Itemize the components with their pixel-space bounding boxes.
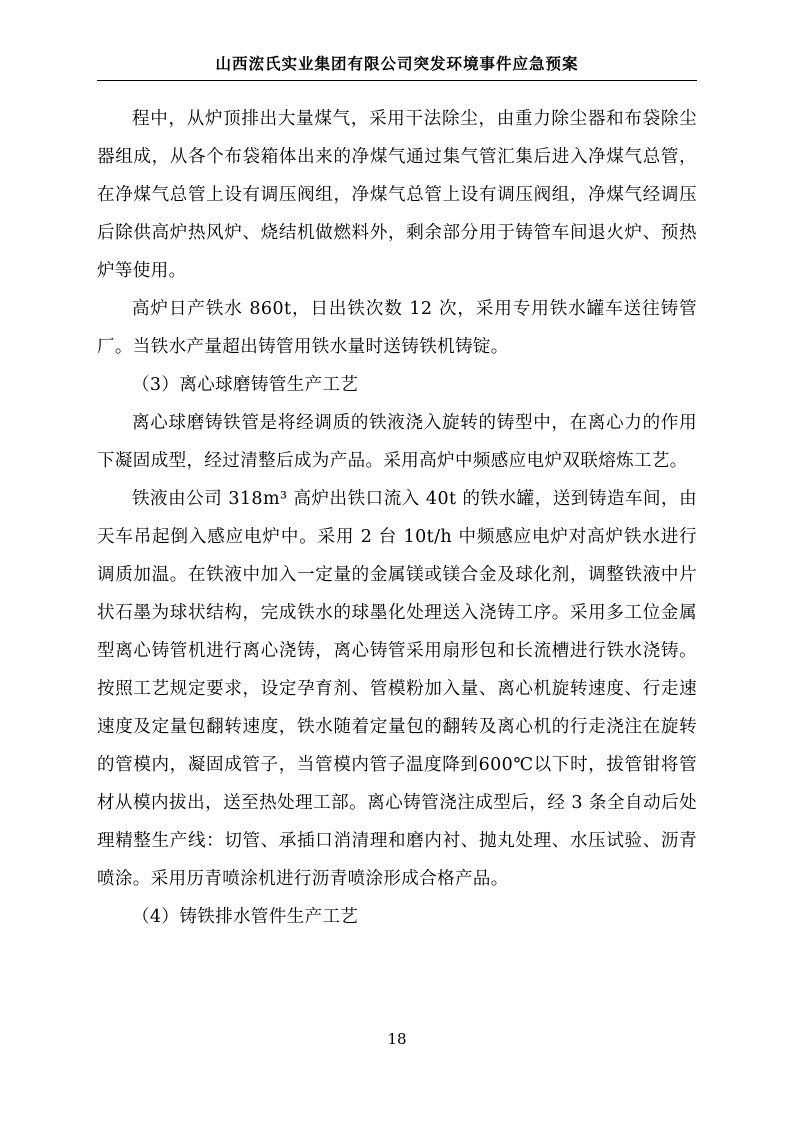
page-number: 18 <box>387 1030 407 1048</box>
paragraph: 铁液由公司 318m³ 高炉出铁口流入 40t 的铁水罐，送到铸造车间，由天车吊起倒入感应电炉中。采用 2 台 10t/h 中频感应电炉对高炉铁水进行调质加温。在铁液中加入一定量的金属镁或镁合金及球化剂，调整铁液中片状石墨为球状结构，完成铁水的球墨化处理送入浇铸工序。采用多工位金属型离心铸管机进行离心浇铸，离心铸管采用扇形包和长流槽进行铁水浇铸。按照工艺规定要求，设定孕育剂、管模粉加入量、离心机旋转速度、行走速速度及定量包翻转速度，铁水随着定量包的翻转及离心机的行走浇注在旋转的管模内，凝固成管子，当管模内管子温度降到600℃以下时，拔管钳将管材从模内拔出，送至热处理工部。离心铸管浇注成型后，经 3 条全自动后处理精整生产线：切管、承插口消清理和磨内衬、抛丸处理、水压试验、沥青喷涂。采用历青喷涂机进行沥青喷涂形成合格产品。 <box>97 489 697 889</box>
page-header-title: 山西浤氏实业集团有限公司突发环境事件应急预案 <box>215 54 579 73</box>
paragraph-heading: （4）铸铁排水管件生产工艺 <box>132 907 359 927</box>
paragraph: 程中，从炉顶排出大量煤气，采用干法除尘，由重力除尘器和布袋除尘器组成，从各个布袋箱体出来的净煤气通过集气管汇集后进入净煤气总管，在净煤气总管上设有调压阀组，净煤气总管上设有调压阀组，净煤气经调压后除供高炉热风炉、烧结机做燃料外，剩余部分用于铸管车间退火炉、预热炉等使用。 <box>97 109 697 281</box>
paragraph: 离心球磨铸铁管是将经调质的铁液浇入旋转的铸型中，在离心力的作用下凝固成型，经过清整后成为产品。采用高炉中频感应电炉双联熔炼工艺。 <box>97 413 697 471</box>
paragraph-heading: （3）离心球磨铸管生产工艺 <box>132 375 359 395</box>
header-divider <box>97 80 697 81</box>
document-body <box>97 100 697 936</box>
paragraph: 高炉日产铁水 860t，日出铁次数 12 次，采用专用铁水罐车送往铸管厂。当铁水产量超出铸管用铁水量时送铸铁机铸锭。 <box>97 299 697 357</box>
